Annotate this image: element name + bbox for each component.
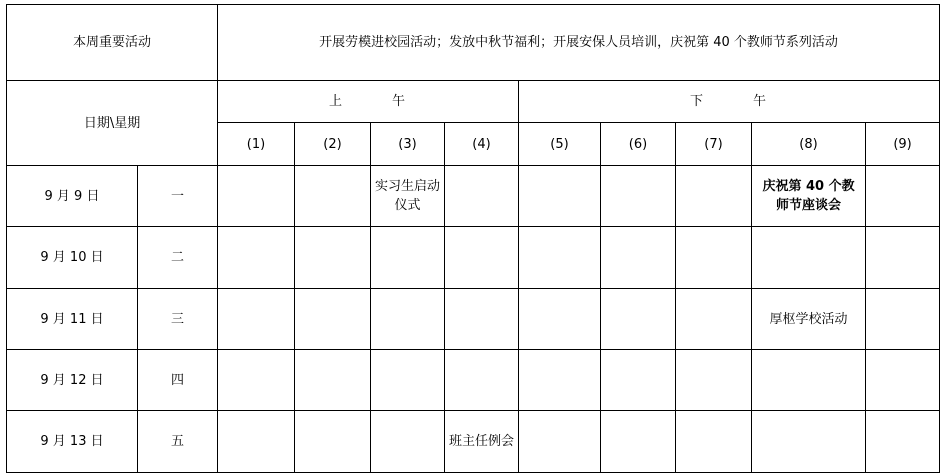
period-header: (1) (218, 123, 295, 166)
weekly-activities-summary: 开展劳模进校园活动；发放中秋节福利；开展安保人员培训，庆祝第 40 个教师节系列活动 (218, 5, 940, 81)
schedule-cell (866, 289, 940, 350)
period-header: (4) (445, 123, 519, 166)
schedule-cell (866, 350, 940, 411)
schedule-cell (676, 227, 752, 289)
schedule-cell (295, 289, 371, 350)
schedule-cell (519, 411, 601, 473)
date-weekday-header: 日期\星期 (7, 81, 218, 166)
schedule-cell (752, 350, 866, 411)
date-cell: 9 月 9 日 (7, 166, 138, 227)
weekly-schedule-table (6, 4, 940, 473)
schedule-cell (601, 350, 676, 411)
schedule-cell (866, 166, 940, 227)
schedule-cell (218, 289, 295, 350)
schedule-cell (218, 166, 295, 227)
afternoon-header: 下 午 (519, 81, 940, 123)
schedule-cell (295, 411, 371, 473)
schedule-cell-event: 庆祝第 40 个教师节座谈会 (752, 166, 866, 227)
schedule-cell (295, 227, 371, 289)
schedule-cell (601, 227, 676, 289)
schedule-cell (371, 289, 445, 350)
half-day-header-row (7, 81, 940, 123)
schedule-cell (752, 411, 866, 473)
schedule-cell-event: 班主任例会 (445, 411, 519, 473)
schedule-cell (601, 166, 676, 227)
schedule-cell (218, 227, 295, 289)
table-row (7, 350, 940, 411)
schedule-cell (866, 227, 940, 289)
weekly-activities-row (7, 5, 940, 81)
weekly-activities-label: 本周重要活动 (7, 5, 218, 81)
period-header: (9) (866, 123, 940, 166)
schedule-cell (218, 350, 295, 411)
schedule-cell (676, 411, 752, 473)
table-row (7, 227, 940, 289)
schedule-cell (752, 227, 866, 289)
schedule-cell (371, 227, 445, 289)
weekday-cell: 五 (138, 411, 218, 473)
schedule-cell (676, 289, 752, 350)
schedule-cell (445, 227, 519, 289)
schedule-cell (519, 289, 601, 350)
schedule-cell (519, 227, 601, 289)
date-cell: 9 月 12 日 (7, 350, 138, 411)
schedule-cell (601, 411, 676, 473)
schedule-cell (866, 411, 940, 473)
period-header: (6) (601, 123, 676, 166)
schedule-cell-event: 实习生启动仪式 (371, 166, 445, 227)
schedule-cell (676, 350, 752, 411)
schedule-cell (519, 166, 601, 227)
schedule-cell (295, 166, 371, 227)
schedule-cell (676, 166, 752, 227)
schedule-cell (218, 411, 295, 473)
table-row (7, 289, 940, 350)
table-row (7, 166, 940, 227)
weekday-cell: 四 (138, 350, 218, 411)
schedule-cell (519, 350, 601, 411)
date-cell: 9 月 11 日 (7, 289, 138, 350)
period-header: (2) (295, 123, 371, 166)
schedule-cell (371, 411, 445, 473)
schedule-cell (295, 350, 371, 411)
period-header: (3) (371, 123, 445, 166)
schedule-cell (371, 350, 445, 411)
schedule-cell (445, 166, 519, 227)
table-row (7, 411, 940, 473)
period-header: (8) (752, 123, 866, 166)
period-header: (7) (676, 123, 752, 166)
weekday-cell: 一 (138, 166, 218, 227)
weekday-cell: 二 (138, 227, 218, 289)
date-cell: 9 月 13 日 (7, 411, 138, 473)
schedule-cell (445, 350, 519, 411)
date-cell: 9 月 10 日 (7, 227, 138, 289)
schedule-cell (601, 289, 676, 350)
period-header: (5) (519, 123, 601, 166)
schedule-cell-event: 厚枢学校活动 (752, 289, 866, 350)
weekday-cell: 三 (138, 289, 218, 350)
schedule-cell (445, 289, 519, 350)
morning-header: 上 午 (218, 81, 519, 123)
